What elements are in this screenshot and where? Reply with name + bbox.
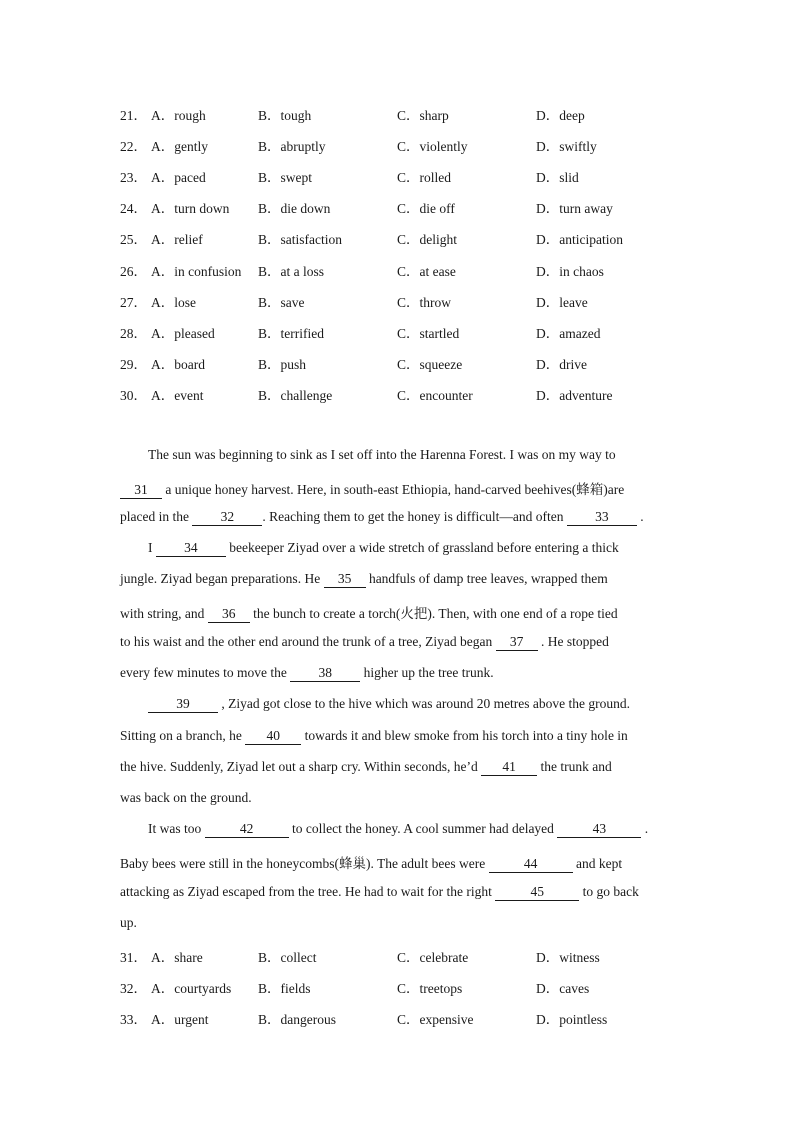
passage-text: the hive. Suddenly, Ziyad let out a sharp cry. Within seconds, he’d bbox=[120, 759, 482, 774]
option-a: A．lose bbox=[151, 295, 196, 310]
passage-line bbox=[120, 759, 676, 779]
option-a: A．share bbox=[151, 950, 203, 965]
passage-line bbox=[120, 634, 676, 654]
option-a: A．paced bbox=[151, 170, 206, 185]
passage-text: every few minutes to move the bbox=[120, 665, 291, 680]
option-d: D．witness bbox=[536, 950, 600, 965]
question-number: 27． bbox=[120, 295, 147, 310]
option-a: A．pleased bbox=[151, 326, 215, 341]
passage-text: It was too bbox=[148, 821, 205, 836]
passage-text: up. bbox=[120, 915, 137, 930]
passage-line bbox=[148, 821, 676, 841]
option-d: D．adventure bbox=[536, 388, 613, 403]
question-number: 30． bbox=[120, 388, 147, 403]
option-c: C．at ease bbox=[397, 264, 456, 279]
option-d: D．turn away bbox=[536, 201, 613, 216]
option-a: A．event bbox=[151, 388, 204, 403]
option-a: A．urgent bbox=[151, 1012, 209, 1027]
option-b: B．save bbox=[258, 295, 305, 310]
option-b: B．push bbox=[258, 357, 307, 372]
option-b: B．satisfaction bbox=[258, 232, 342, 247]
passage-text: . bbox=[641, 821, 649, 836]
option-c: C．startled bbox=[397, 326, 460, 341]
blank-33: 33 bbox=[567, 509, 637, 526]
passage-text: beekeeper Ziyad over a wide stretch of grassland before entering a thick bbox=[225, 540, 619, 555]
option-c: C．expensive bbox=[397, 1012, 474, 1027]
passage-line bbox=[120, 509, 676, 529]
passage-line bbox=[120, 728, 676, 748]
passage-text: the trunk and bbox=[537, 759, 612, 774]
option-b: B．die down bbox=[258, 201, 331, 216]
passage-text: towards it and blew smoke from his torch into a tiny hole in bbox=[301, 728, 628, 743]
passage-text: to go back bbox=[579, 884, 639, 899]
option-a: A．gently bbox=[151, 139, 208, 154]
passage-line bbox=[120, 665, 676, 685]
question-21-options bbox=[120, 104, 680, 124]
passage-line bbox=[120, 884, 676, 904]
question-32-options bbox=[120, 977, 680, 997]
option-b: B．collect bbox=[258, 950, 317, 965]
passage-text: placed in the bbox=[120, 509, 193, 524]
question-31-options bbox=[120, 946, 680, 966]
option-d: D．swiftly bbox=[536, 139, 597, 154]
passage-line bbox=[120, 915, 676, 935]
option-b: B．at a loss bbox=[258, 264, 324, 279]
option-b: B．swept bbox=[258, 170, 312, 185]
passage-line bbox=[120, 852, 676, 872]
option-d: D．leave bbox=[536, 295, 588, 310]
passage-text: with string, and bbox=[120, 606, 208, 621]
option-d: D．in chaos bbox=[536, 264, 604, 279]
question-22-options bbox=[120, 135, 680, 155]
blank-31: 31 bbox=[120, 482, 162, 499]
question-number: 21． bbox=[120, 108, 147, 123]
question-number: 23． bbox=[120, 170, 147, 185]
question-33-options bbox=[120, 1008, 680, 1028]
option-c: C．throw bbox=[397, 295, 451, 310]
passage-text: to his waist and the other end around the trunk of a tree, Ziyad began bbox=[120, 634, 496, 649]
passage-text: handfuls of damp tree leaves, wrapped them bbox=[365, 571, 608, 586]
question-30-options bbox=[120, 384, 680, 404]
option-a: A．courtyards bbox=[151, 981, 232, 996]
blank-34: 34 bbox=[156, 540, 226, 557]
question-28-options bbox=[120, 322, 680, 342]
blank-32: 32 bbox=[192, 509, 262, 526]
passage-text: Sitting on a branch, he bbox=[120, 728, 246, 743]
passage-text: , Ziyad got close to the hive which was around 20 metres above the ground. bbox=[218, 696, 631, 711]
question-number: 24． bbox=[120, 201, 147, 216]
option-a: A．relief bbox=[151, 232, 203, 247]
passage-text: the bunch to create a torch(火把). Then, with one end of a rope tied bbox=[249, 606, 618, 621]
option-a: A．in confusion bbox=[151, 264, 242, 279]
blank-42: 42 bbox=[205, 821, 289, 838]
question-number: 22． bbox=[120, 139, 147, 154]
option-b: B．abruptly bbox=[258, 139, 326, 154]
option-d: D．drive bbox=[536, 357, 587, 372]
blank-36: 36 bbox=[208, 606, 250, 623]
question-number: 32． bbox=[120, 981, 147, 996]
option-b: B．terrified bbox=[258, 326, 324, 341]
option-c: C．celebrate bbox=[397, 950, 469, 965]
passage-text: attacking as Ziyad escaped from the tree. He had to wait for the right bbox=[120, 884, 496, 899]
blank-41: 41 bbox=[481, 759, 537, 776]
option-b: B．dangerous bbox=[258, 1012, 336, 1027]
passage-text: was back on the ground. bbox=[120, 790, 252, 805]
question-number: 31． bbox=[120, 950, 147, 965]
question-26-options bbox=[120, 260, 680, 280]
question-number: 25． bbox=[120, 232, 147, 247]
option-b: B．tough bbox=[258, 108, 312, 123]
option-c: C．rolled bbox=[397, 170, 451, 185]
passage-text: . Reaching them to get the honey is difficult—and often bbox=[262, 509, 567, 524]
passage-text: The sun was beginning to sink as I set off into the Harenna Forest. I was on my way to bbox=[148, 447, 616, 462]
option-a: A．turn down bbox=[151, 201, 230, 216]
option-b: B．challenge bbox=[258, 388, 333, 403]
option-a: A．rough bbox=[151, 108, 206, 123]
question-number: 33． bbox=[120, 1012, 147, 1027]
passage-text: higher up the tree trunk. bbox=[360, 665, 494, 680]
passage-text: . He stopped bbox=[537, 634, 609, 649]
option-d: D．pointless bbox=[536, 1012, 608, 1027]
question-25-options bbox=[120, 228, 680, 248]
passage-line bbox=[148, 696, 676, 716]
option-c: C．squeeze bbox=[397, 357, 463, 372]
blank-40: 40 bbox=[245, 728, 301, 745]
option-d: D．amazed bbox=[536, 326, 601, 341]
question-27-options bbox=[120, 291, 680, 311]
question-number: 26． bbox=[120, 264, 147, 279]
passage-line bbox=[120, 571, 676, 591]
passage-text: to collect the honey. A cool summer had delayed bbox=[288, 821, 558, 836]
passage-line bbox=[120, 790, 676, 810]
blank-38: 38 bbox=[290, 665, 360, 682]
question-29-options bbox=[120, 353, 680, 373]
question-number: 29． bbox=[120, 357, 147, 372]
option-d: D．slid bbox=[536, 170, 579, 185]
passage-text: jungle. Ziyad began preparations. He bbox=[120, 571, 324, 586]
passage-text: a unique honey harvest. Here, in south-east Ethiopia, hand-carved beehives(蜂箱)are bbox=[162, 482, 625, 497]
option-d: D．anticipation bbox=[536, 232, 623, 247]
blank-45: 45 bbox=[495, 884, 579, 901]
option-c: C．delight bbox=[397, 232, 457, 247]
blank-35: 35 bbox=[324, 571, 366, 588]
blank-37: 37 bbox=[496, 634, 538, 651]
option-c: C．encounter bbox=[397, 388, 473, 403]
question-23-options bbox=[120, 166, 680, 186]
passage-text: . bbox=[636, 509, 644, 524]
blank-43: 43 bbox=[557, 821, 641, 838]
question-number: 28． bbox=[120, 326, 147, 341]
option-a: A．board bbox=[151, 357, 205, 372]
option-c: C．violently bbox=[397, 139, 468, 154]
passage-line bbox=[148, 447, 676, 467]
passage-text: Baby bees were still in the honeycombs(蜂巢). The adult bees were bbox=[120, 856, 489, 871]
option-c: C．die off bbox=[397, 201, 455, 216]
option-d: D．caves bbox=[536, 981, 590, 996]
passage-line bbox=[120, 602, 676, 622]
option-c: C．treetops bbox=[397, 981, 463, 996]
option-b: B．fields bbox=[258, 981, 311, 996]
passage-line bbox=[148, 540, 676, 560]
blank-44: 44 bbox=[489, 856, 573, 873]
blank-39: 39 bbox=[148, 696, 218, 713]
passage-line bbox=[120, 478, 676, 498]
option-d: D．deep bbox=[536, 108, 585, 123]
passage-text: I bbox=[148, 540, 156, 555]
question-24-options bbox=[120, 197, 680, 217]
option-c: C．sharp bbox=[397, 108, 449, 123]
passage-text: and kept bbox=[572, 856, 623, 871]
